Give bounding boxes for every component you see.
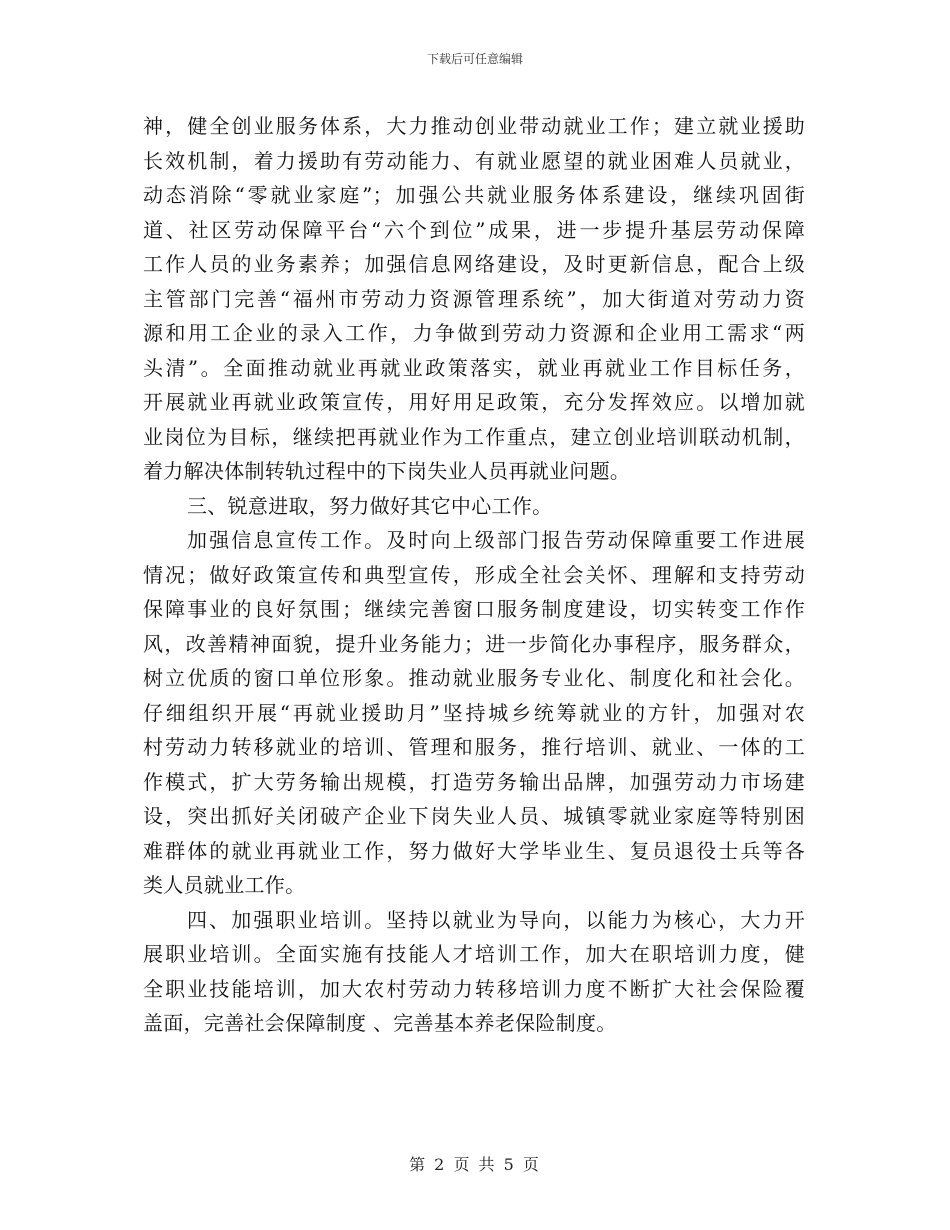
body-line: 主管部门完善“福州市劳动力资源管理系统”，加大街道对劳动力资 — [143, 286, 805, 311]
body-line: 道、社区劳动保障平台“六个到位”成果，进一步提升基层劳动保障 — [143, 217, 805, 242]
body-line: 仔细组织开展“再就业援助月”坚持城乡统筹就业的方针，加强对农 — [143, 700, 805, 725]
body-line: 开展就业再就业政策宣传，用好用足政策，充分发挥效应。以增加就 — [143, 390, 805, 414]
body-line: 工作人员的业务素养；加强信息网络建设，及时更新信息，配合上级 — [143, 252, 805, 276]
body-line: 源和用工企业的录入工作，力争做到劳动力资源和企业用工需求“两 — [143, 321, 805, 345]
body-line: 着力解决体制转轨过程中的下岗失业人员再就业问题。 — [143, 459, 631, 483]
body-line: 树立优质的窗口单位形象。推动就业服务专业化、制度化和社会化。 — [143, 666, 805, 690]
page-header: 下载后可任意编辑 — [426, 52, 523, 66]
body-line: 村劳动力转移就业的培训、管理和服务，推行培训、就业、一体的工 — [143, 735, 805, 759]
body-line: 设，突出抓好关闭破产企业下岗失业人员、城镇零就业家庭等特别困 — [143, 804, 805, 828]
section-heading: 三、锐意进取，努力做好其它中心工作。 — [187, 493, 553, 518]
body-line: 业岗位为目标，继续把再就业作为工作重点，建立创业培训联动机制， — [143, 424, 805, 449]
body-line: 类人员就业工作。 — [143, 873, 306, 897]
body-line: 作模式，扩大劳务输出规模，打造劳务输出品牌，加强劳动力市场建 — [143, 769, 805, 794]
paragraph-start-line: 加强信息宣传工作。及时向上级部门报告劳动保障重要工作进展 — [187, 528, 805, 552]
body-line: 全职业技能培训，加大农村劳动力转移培训力度不断扩大社会保险覆 — [143, 976, 805, 1001]
page-number: 第 2 页 共 5 页 — [409, 1155, 541, 1174]
section-heading: 四、加强职业培训。坚持以就业为导向，以能力为核心，大力开 — [187, 907, 805, 932]
body-line: 动态消除“零就业家庭”；加强公共就业服务体系建设，继续巩固街 — [143, 183, 805, 207]
body-line: 难群体的就业再就业工作，努力做好大学毕业生、复员退役士兵等各 — [143, 838, 805, 863]
body-line: 盖面，完善社会保障制度 、完善基本养老保险制度。 — [143, 1011, 617, 1035]
body-line: 保障事业的良好氛围；继续完善窗口服务制度建设，切实转变工作作 — [143, 597, 805, 621]
body-line: 情况；做好政策宣传和典型宣传，形成全社会关怀、理解和支持劳动 — [143, 562, 805, 587]
document-body — [143, 109, 805, 1041]
body-line: 风，改善精神面貌，提升业务能力；进一步简化办事程序，服务群众， — [143, 631, 805, 656]
body-line: 神，健全创业服务体系，大力推动创业带动就业工作；建立就业援助 — [143, 114, 805, 138]
body-line: 头清”。全面推动就业再就业政策落实，就业再就业工作目标任务， — [143, 355, 805, 380]
body-line: 展职业培训。全面实施有技能人才培训工作，加大在职培训力度，健 — [143, 942, 805, 966]
body-line: 长效机制，着力援助有劳动能力、有就业愿望的就业困难人员就业， — [143, 148, 805, 173]
